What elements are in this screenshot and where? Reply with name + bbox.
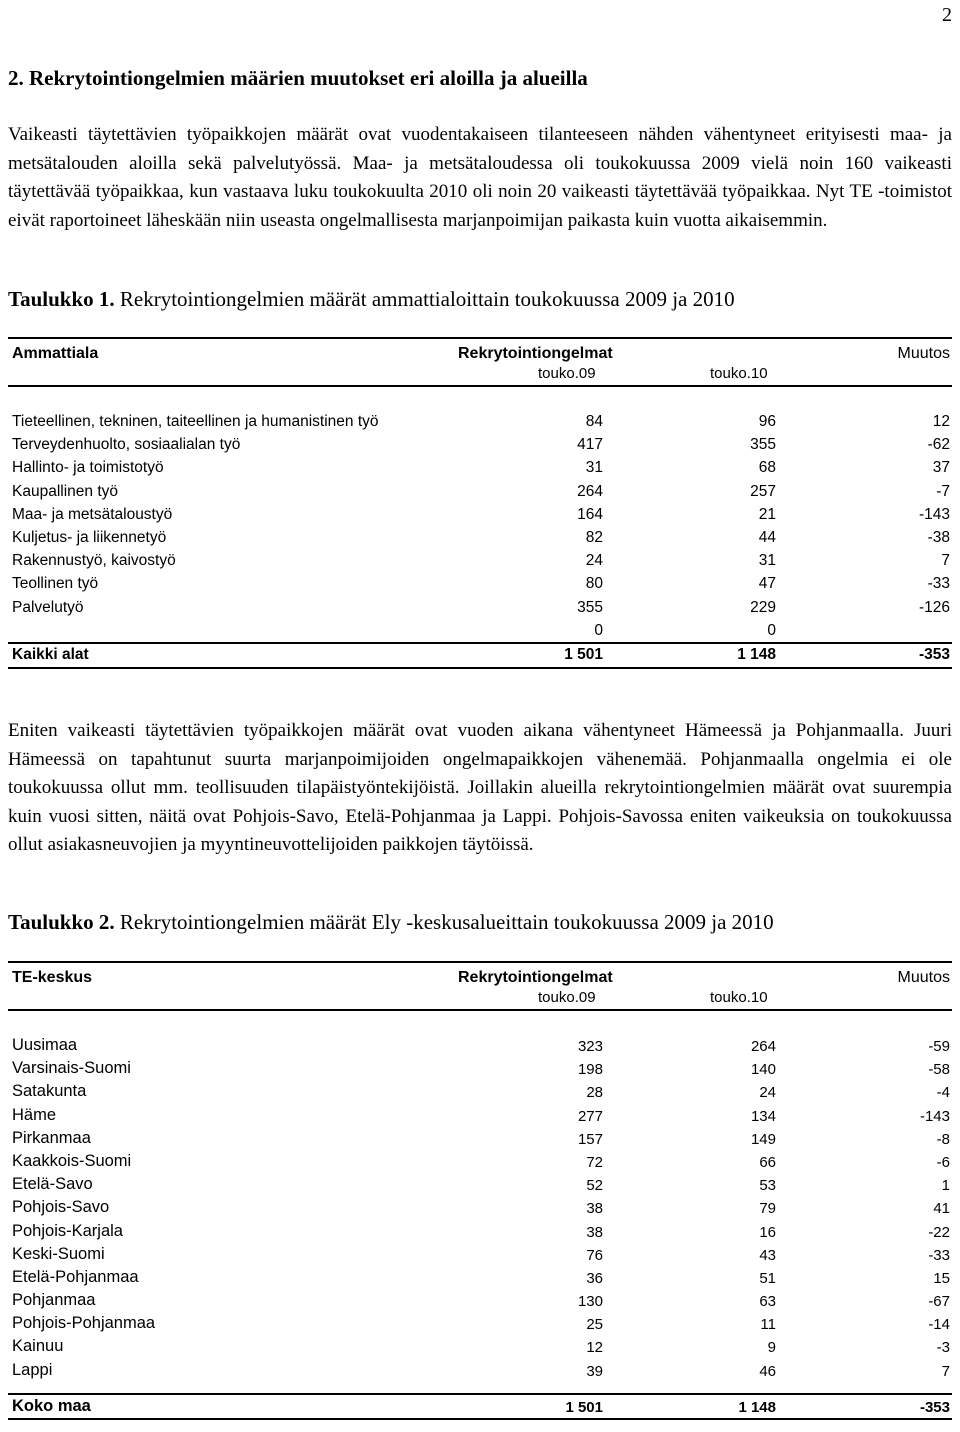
cell-touko10: 0 — [767, 621, 776, 639]
cell-touko10: 355 — [750, 436, 776, 454]
table2-total-row — [8, 1393, 952, 1420]
cell-touko10: 9 — [767, 1339, 776, 1357]
table1-header — [8, 337, 952, 387]
table2-header-touko09: touko.09 — [538, 989, 596, 1006]
cell-muutos: -58 — [928, 1061, 950, 1079]
table1-caption — [8, 287, 735, 312]
table2-caption — [8, 910, 774, 935]
row-label: Pohjanmaa — [12, 1291, 96, 1310]
cell-muutos: 37 — [932, 459, 950, 477]
cell-touko10: 63 — [759, 1293, 776, 1311]
table-row — [8, 433, 952, 456]
row-label: Uusimaa — [12, 1036, 78, 1054]
cell-touko10: 66 — [759, 1153, 776, 1171]
row-label: Etelä-Savo — [12, 1175, 93, 1194]
cell-touko10: 140 — [750, 1061, 776, 1079]
cell-muutos: -3 — [936, 1339, 950, 1357]
cell-touko09: 31 — [585, 459, 603, 477]
cell-touko10: 68 — [758, 459, 776, 477]
table-row — [8, 1289, 952, 1312]
table-row — [8, 1196, 952, 1219]
cell-muutos: 7 — [941, 1362, 950, 1380]
cell-touko09: 28 — [586, 1084, 603, 1102]
row-label: Hallinto- ja toimistotyö — [12, 459, 164, 477]
cell-touko10: 96 — [758, 413, 776, 430]
cell-muutos: -4 — [936, 1084, 950, 1102]
paragraph-intro: Vaikeasti täytettävien työpaikkojen määrät ovat vuodentakaiseen tilanteeseen nähden vähentyneet erityisesti maa- ja metsätalouden aloilla sekä palvelutyössä. Maa- ja metsätaloudessa oli toukokuussa 2009 vielä noin 160 vaikeasti täytettävää työpaikkaa, kun vastaava luku toukokuulta 2010 oli noin 20 vaikeasti täytettävää työpaikkaa. Nyt TE -toimistot eivät raportoineet läheskään niin useasta ongelmallisesta marjanpoimijan paikasta kuin vuotta aikaisemmin. — [8, 124, 952, 231]
row-label: Lappi — [12, 1360, 53, 1379]
cell-touko09: 36 — [586, 1269, 603, 1287]
table-row — [8, 1150, 952, 1173]
row-label: Varsinais-Suomi — [12, 1059, 131, 1078]
row-label: Keski-Suomi — [12, 1244, 105, 1263]
cell-muutos: -33 — [927, 575, 950, 593]
table-row — [8, 549, 952, 572]
table1-total-label: Kaikki alat — [12, 645, 89, 663]
table2-total-label: Koko maa — [12, 1396, 91, 1415]
cell-touko10: 79 — [759, 1200, 776, 1218]
table-row — [8, 1359, 952, 1382]
row-label: Terveydenhuolto, sosiaalialan työ — [12, 436, 241, 454]
table-row — [8, 410, 952, 433]
cell-touko09: 82 — [585, 528, 603, 546]
table-row — [8, 1034, 952, 1057]
row-label: Pohjois-Pohjanmaa — [12, 1314, 156, 1333]
cell-touko09: 76 — [586, 1246, 603, 1264]
page-number: 2 — [942, 4, 952, 26]
row-label: Kainuu — [12, 1337, 64, 1356]
cell-touko10: 51 — [759, 1269, 776, 1287]
table2-header — [8, 961, 952, 1011]
section-heading: 2. Rekrytointiongelmien määrien muutokset eri aloilla ja alueilla — [8, 66, 588, 90]
table1-total-touko10: 1 148 — [737, 645, 776, 663]
cell-touko09: 417 — [577, 436, 603, 454]
table-row — [8, 1266, 952, 1289]
row-label: Maa- ja metsätaloustyö — [12, 505, 173, 523]
table1-header-touko09: touko.09 — [538, 365, 596, 382]
cell-touko09: 157 — [577, 1130, 603, 1148]
cell-touko10: 134 — [750, 1107, 776, 1125]
cell-muutos: 15 — [933, 1269, 950, 1287]
cell-muutos: -22 — [928, 1223, 950, 1241]
table-row — [8, 619, 952, 642]
cell-touko10: 44 — [758, 528, 776, 546]
cell-touko09: 355 — [577, 598, 603, 616]
table2-header-te-keskus: TE-keskus — [12, 969, 93, 986]
cell-touko09: 130 — [577, 1293, 603, 1311]
cell-touko09: 277 — [577, 1107, 603, 1125]
table-row — [8, 1127, 952, 1150]
cell-muutos: -62 — [927, 436, 950, 454]
row-label: Rakennustyö, kaivostyö — [12, 552, 176, 570]
cell-touko10: 46 — [759, 1362, 776, 1380]
cell-muutos: 7 — [941, 552, 950, 570]
table2-header-touko10: touko.10 — [710, 989, 768, 1006]
table1-caption-text: Rekrytointiongelmien määrät ammattialoittain toukokuussa 2009 ja 2010 — [114, 287, 735, 311]
table-row — [8, 1173, 952, 1196]
cell-muutos: 12 — [932, 413, 950, 430]
table-row — [8, 1335, 952, 1358]
table2 — [8, 961, 952, 1420]
cell-touko09: 38 — [586, 1200, 603, 1218]
table-row — [8, 1220, 952, 1243]
row-label: Tieteellinen, tekninen, taiteellinen ja humanistinen työ — [12, 413, 379, 430]
table1-header-touko10: touko.10 — [710, 365, 768, 382]
table2-caption-label: Taulukko 2. — [8, 910, 115, 934]
row-label: Kuljetus- ja liikennetyö — [12, 528, 167, 546]
cell-muutos: 1 — [941, 1177, 950, 1195]
paragraph-regions: Eniten vaikeasti täytettävien työpaikkojen määrät ovat vuoden aikana vähentyneet Hämeessä ja Pohjanmaalla. Juuri Hämeessä on tapahtunut suurta marjanpoimijoiden ongelmapaikkojen vähenemää. Pohjanmaalla ongelmia ei ole toukokuussa ollut mm. teollisuuden tilapäistyöntekijöistä. Joillakin alueilla rekrytointiongelmien määrät ovat suurempia kuin vuosi sitten, näitä ovat Pohjois-Savo, Etelä-Pohjanmaa ja Lappi. Pohjois-Savossa eniten vaikeuksia on toukokuussa ollut asiakasneuvojien ja myyntineuvottelijoiden paikkojen täytöissä. — [8, 720, 952, 855]
cell-touko10: 16 — [759, 1223, 776, 1241]
table-row — [8, 1080, 952, 1103]
cell-touko10: 47 — [758, 575, 776, 593]
table-row — [8, 456, 952, 479]
cell-muutos: -143 — [918, 505, 950, 523]
cell-touko09: 0 — [594, 621, 603, 639]
cell-touko09: 72 — [586, 1153, 603, 1171]
table1-total-touko09: 1 501 — [564, 645, 603, 663]
table1-header-rekrytointiongelmat: Rekrytointiongelmat — [458, 345, 613, 362]
table2-caption-text: Rekrytointiongelmien määrät Ely -keskusalueittain toukokuussa 2009 ja 2010 — [114, 910, 774, 934]
cell-muutos: -6 — [936, 1153, 950, 1171]
cell-touko10: 149 — [750, 1130, 776, 1148]
cell-muutos: -59 — [928, 1038, 950, 1055]
cell-touko10: 229 — [750, 598, 776, 616]
cell-touko10: 31 — [758, 552, 776, 570]
cell-touko09: 198 — [577, 1061, 603, 1079]
cell-muutos: 41 — [933, 1200, 950, 1218]
table-row — [8, 1057, 952, 1080]
cell-touko09: 164 — [577, 505, 603, 523]
row-label: Kaupallinen työ — [12, 482, 118, 500]
cell-muutos: -7 — [936, 482, 950, 500]
table2-total-touko09: 1 501 — [565, 1398, 603, 1416]
table2-total-muutos: -353 — [919, 1398, 950, 1416]
row-label: Teollinen työ — [12, 575, 99, 593]
table-row — [8, 503, 952, 526]
table1-header-ammattiala: Ammattiala — [12, 345, 99, 362]
cell-muutos: -8 — [936, 1130, 950, 1148]
row-label: Kaakkois-Suomi — [12, 1151, 132, 1170]
table2-body — [8, 1034, 952, 1382]
table-row — [8, 526, 952, 549]
table1-body — [8, 410, 952, 642]
cell-touko09: 84 — [585, 413, 603, 430]
cell-touko09: 52 — [586, 1177, 603, 1195]
cell-muutos: -14 — [928, 1316, 950, 1334]
row-label: Satakunta — [12, 1082, 87, 1101]
row-label: Etelä-Pohjanmaa — [12, 1267, 139, 1286]
cell-touko09: 24 — [585, 552, 603, 570]
table2-header-rekrytointiongelmat: Rekrytointiongelmat — [458, 969, 613, 986]
cell-muutos: -33 — [928, 1246, 950, 1264]
cell-touko09: 12 — [586, 1339, 603, 1357]
table1-header-muutos: Muutos — [897, 345, 950, 362]
cell-touko10: 257 — [750, 482, 776, 500]
table1-caption-label: Taulukko 1. — [8, 287, 115, 311]
cell-touko09: 264 — [577, 482, 603, 500]
cell-touko09: 323 — [577, 1038, 603, 1055]
row-label: Pohjois-Savo — [12, 1198, 110, 1217]
table1 — [8, 337, 952, 669]
cell-touko10: 53 — [759, 1177, 776, 1195]
cell-touko09: 80 — [585, 575, 603, 593]
cell-muutos: -67 — [928, 1293, 950, 1311]
cell-muutos: -143 — [919, 1107, 950, 1125]
cell-touko09: 38 — [586, 1223, 603, 1241]
table-row — [8, 480, 952, 503]
table-row — [8, 572, 952, 595]
cell-touko09: 25 — [586, 1316, 603, 1334]
table-row — [8, 1243, 952, 1266]
row-label: Häme — [12, 1105, 57, 1124]
cell-muutos: -126 — [918, 598, 950, 616]
table1-total-row — [8, 642, 952, 669]
cell-touko10: 21 — [758, 505, 776, 523]
row-label: Palvelutyö — [12, 598, 84, 616]
cell-touko10: 264 — [750, 1038, 776, 1055]
row-label: Pohjois-Karjala — [12, 1221, 123, 1240]
table2-total-touko10: 1 148 — [738, 1398, 776, 1416]
cell-touko09: 39 — [586, 1362, 603, 1380]
cell-muutos: -38 — [927, 528, 950, 546]
table-row — [8, 1104, 952, 1127]
row-label: Pirkanmaa — [12, 1128, 91, 1147]
cell-touko10: 11 — [760, 1316, 776, 1334]
table-row — [8, 596, 952, 619]
cell-touko10: 24 — [759, 1084, 776, 1102]
cell-touko10: 43 — [759, 1246, 776, 1264]
table2-header-muutos: Muutos — [897, 969, 950, 986]
table-row — [8, 1312, 952, 1335]
table1-total-muutos: -353 — [918, 645, 950, 663]
